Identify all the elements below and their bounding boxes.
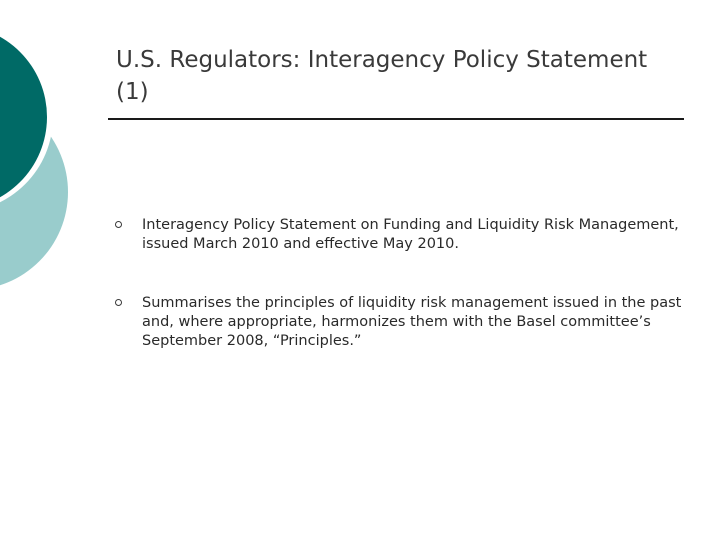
hollow-circle-bullet-icon (115, 299, 122, 306)
list-item (112, 294, 682, 351)
bullet-text: Summarises the principles of liquidity risk management issued in the past and, where appropriate, harmonizes them with the Basel committee’s September 2008, “Principles.” (142, 295, 682, 349)
list-item (112, 216, 682, 254)
title-underline (108, 118, 684, 120)
hollow-circle-bullet-icon (115, 221, 122, 228)
bullet-list (112, 216, 682, 391)
slide-title: U.S. Regulators: Interagency Policy Statement (1) (116, 47, 648, 105)
decorative-circles (0, 0, 110, 300)
bullet-text: Interagency Policy Statement on Funding and Liquidity Risk Management, issued March 2010 and effective May 2010. (142, 217, 679, 252)
